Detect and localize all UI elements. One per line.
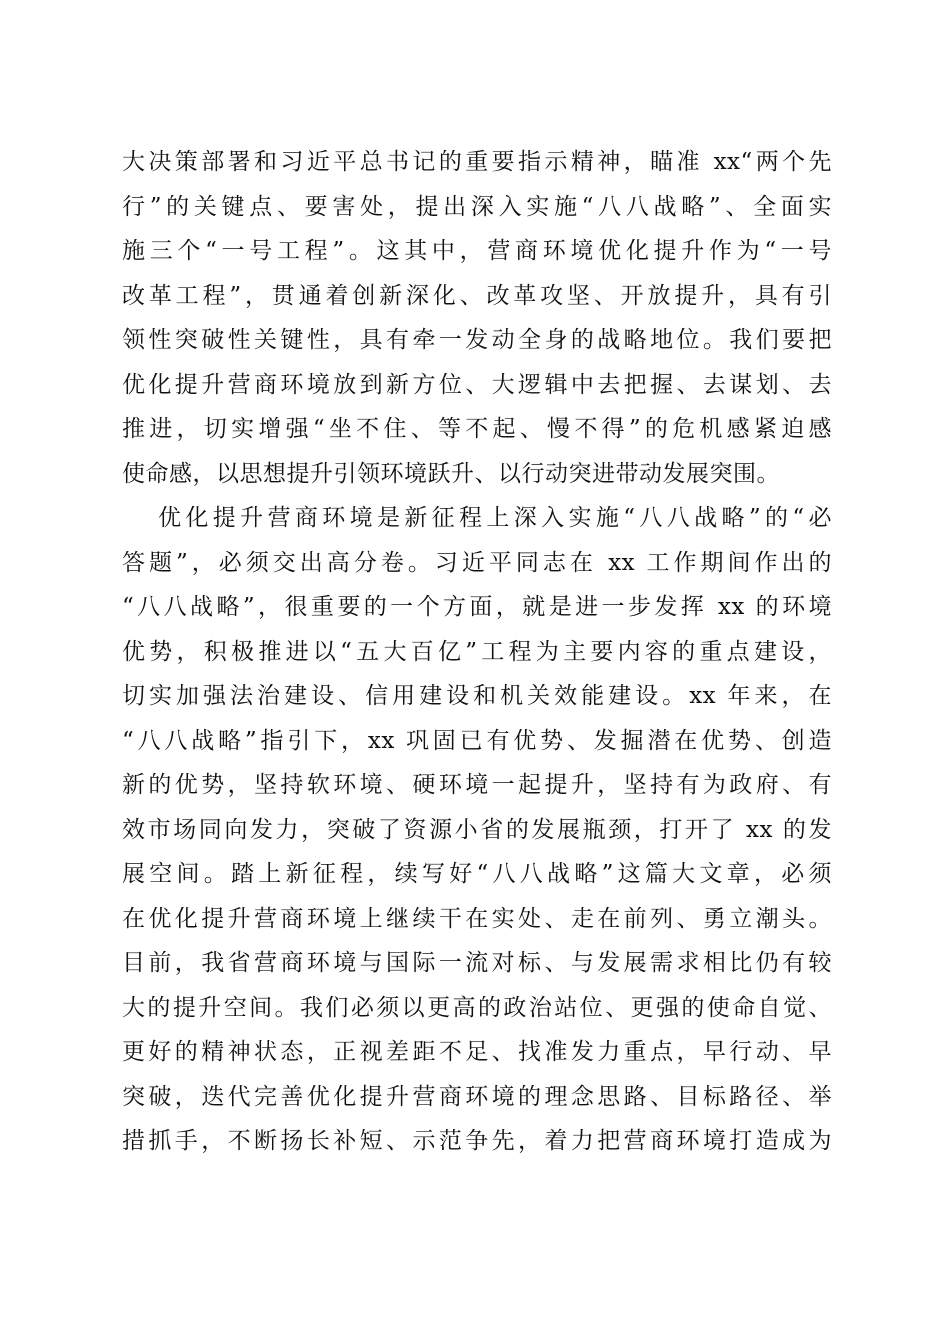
text-line: 突破，迭代完善优化提升营商环境的理念思路、目标路径、举 <box>122 1083 832 1110</box>
text-line: 行”的关键点、要害处，提出深入实施“八八战略”、全面实 <box>122 193 832 220</box>
text-line: 展空间。踏上新征程，续写好“八八战略”这篇大文章，必须 <box>122 861 832 887</box>
text-line: “八八战略”，很重要的一个方面，就是进一步发挥 xx 的环境 <box>122 594 832 620</box>
text-line: 施三个“一号工程”。这其中，营商环境优化提升作为“一号 <box>122 238 832 264</box>
text-line: 效市场同向发力，突破了资源小省的发展瓶颈，打开了 xx 的发 <box>122 816 832 843</box>
text-line: 大的提升空间。我们必须以更高的政治站位、更强的使命自觉、 <box>122 994 832 1021</box>
text-line: “八八战略”指引下，xx 巩固已有优势、发掘潜在优势、创造 <box>122 727 832 754</box>
text-line: 改革工程”，贯通着创新深化、改革攻坚、开放提升，具有引 <box>122 282 832 309</box>
paragraph-first-line: 优化提升营商环境是新征程上深入实施“八八战略”的“必 <box>158 505 832 531</box>
text-line: 在优化提升营商环境上继续干在实处、走在前列、勇立潮头。 <box>122 905 832 932</box>
text-line: 领性突破性关键性，具有牵一发动全身的战略地位。我们要把 <box>122 327 832 353</box>
text-line: 优势，积极推进以“五大百亿”工程为主要内容的重点建设， <box>122 638 832 665</box>
text-line: 措抓手，不断扬长补短、示范争先，着力把营商环境打造成为 <box>122 1128 832 1154</box>
body-text <box>122 140 832 1164</box>
text-line: 目前，我省营商环境与国际一流对标、与发展需求相比仍有较 <box>122 950 832 976</box>
text-line: 更好的精神状态，正视差距不足、找准发力重点，早行动、早 <box>122 1039 832 1065</box>
text-line: 切实加强法治建设、信用建设和机关效能建设。xx 年来，在 <box>122 683 832 709</box>
text-line: 新的优势，坚持软环境、硬环境一起提升，坚持有为政府、有 <box>122 772 832 798</box>
text-line: 推进，切实增强“坐不住、等不起、慢不得”的危机感紧迫感 <box>122 416 832 442</box>
text-line: 大决策部署和习近平总书记的重要指示精神，瞄准 xx“两个先 <box>122 149 832 175</box>
text-line: 答题”，必须交出高分卷。习近平同志在 xx 工作期间作出的 <box>122 549 832 576</box>
text-line: 优化提升营商环境放到新方位、大逻辑中去把握、去谋划、去 <box>122 371 832 398</box>
text-line: 使命感，以思想提升引领环境跃升、以行动突进带动发展突围。 <box>122 460 780 487</box>
